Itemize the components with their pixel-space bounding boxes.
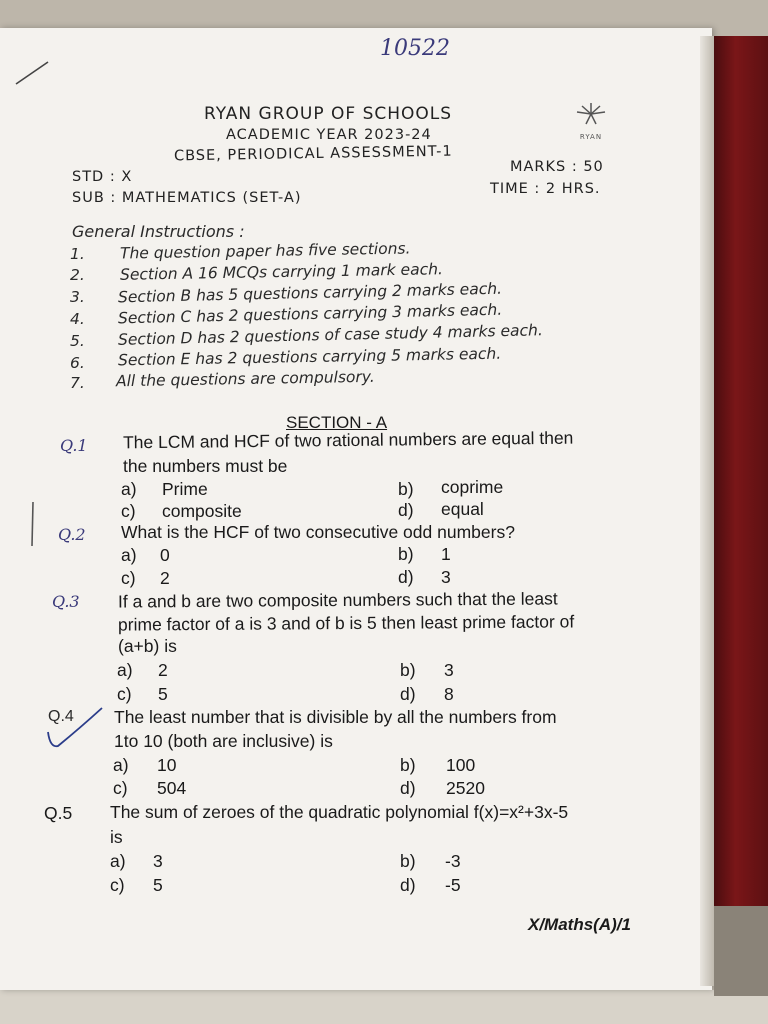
option-text: 2 (158, 660, 168, 680)
question-number-q2: Q.2 (58, 525, 86, 544)
margin-pen-mark (28, 500, 38, 550)
instruction-text: All the questions are compulsory. (115, 367, 375, 391)
question-number-q3: Q.3 (52, 592, 80, 611)
academic-year: ACADEMIC YEAR 2023-24 (226, 127, 432, 143)
section-title: SECTION - A (286, 413, 388, 432)
instruction-number: 1. (70, 245, 85, 263)
option-letter: d) (398, 567, 414, 587)
option-text: coprime (441, 477, 504, 497)
option-letter: a) (121, 545, 137, 565)
question-text: (a+b) is (118, 636, 177, 656)
time-label: TIME : 2 HRS. (490, 181, 601, 197)
option-letter: c) (121, 501, 136, 521)
option-letter: a) (113, 755, 129, 775)
option-letter: a) (121, 479, 137, 499)
table-surface (0, 990, 768, 1024)
school-name: RYAN GROUP OF SCHOOLS (204, 104, 453, 124)
option-letter: c) (121, 568, 136, 588)
option-letter: c) (110, 875, 125, 895)
instruction-text: Section E has 2 questions carrying 5 marks each. (117, 344, 502, 370)
option-letter: d) (400, 875, 416, 895)
option-letter: b) (400, 851, 416, 871)
option-text: 10 (157, 755, 177, 775)
logo-text: RYAN (579, 133, 603, 141)
handwritten-number: 10522 (380, 36, 450, 61)
question-number-q5: Q.5 (44, 803, 73, 823)
option-letter: c) (113, 778, 128, 798)
question-number-q4: Q.4 (48, 708, 74, 725)
option-letter: b) (400, 660, 416, 680)
question-text: If a and b are two composite numbers such that the least (117, 588, 558, 612)
option-text: 1 (441, 544, 451, 564)
option-text: 2 (160, 568, 170, 588)
option-text: 0 (160, 545, 170, 565)
instructions-title: General Instructions : (72, 222, 245, 241)
question-text: 1to 10 (both are inclusive) is (114, 731, 333, 751)
instruction-text: Section D has 2 questions of case study 4 marks each. (117, 321, 543, 349)
instruction-number: 5. (70, 332, 85, 350)
option-text: -5 (445, 875, 461, 895)
instruction-text: The question paper has five sections. (119, 239, 411, 263)
instruction-text: Section B has 5 questions carrying 2 marks each. (117, 279, 503, 307)
instruction-text: Section C has 2 questions carrying 3 marks each. (117, 300, 503, 328)
red-cloth (714, 36, 768, 906)
option-text: composite (162, 501, 242, 521)
option-text: 5 (158, 684, 168, 704)
option-text: 3 (441, 567, 451, 587)
option-text: 3 (444, 660, 454, 680)
option-letter: a) (110, 851, 126, 871)
question-number-q1: Q.1 (60, 436, 88, 455)
question-text: The LCM and HCF of two rational numbers are equal then (122, 427, 574, 453)
option-letter: c) (117, 684, 132, 704)
instruction-text: Section A 16 MCQs carrying 1 mark each. (119, 260, 444, 284)
option-letter: b) (398, 479, 414, 499)
instruction-number: 7. (70, 374, 85, 392)
instruction-number: 2. (70, 266, 85, 284)
pen-stroke-mark (14, 58, 54, 88)
subject-label: SUB : MATHEMATICS (SET-A) (72, 190, 302, 206)
question-text: The sum of zeroes of the quadratic polynomial f(x)=x²+3x-5 (110, 802, 569, 822)
std-label: STD : X (72, 169, 133, 185)
paper-edge (700, 36, 714, 986)
marks-label: MARKS : 50 (510, 159, 604, 175)
instruction-number: 6. (70, 354, 85, 372)
tick-mark (40, 706, 110, 752)
grey-cloth (714, 906, 768, 996)
school-logo (572, 100, 610, 142)
option-text: 504 (157, 778, 187, 798)
page-footer: X/Maths(A)/1 (528, 915, 631, 934)
option-letter: d) (398, 500, 414, 520)
option-letter: b) (400, 755, 416, 775)
instruction-number: 3. (70, 288, 85, 306)
question-text: The least number that is divisible by all the numbers from (114, 707, 557, 727)
option-text: 2520 (446, 778, 485, 798)
option-text: 8 (444, 684, 454, 704)
option-text: equal (441, 499, 484, 519)
question-text: What is the HCF of two consecutive odd numbers? (121, 522, 515, 542)
option-text: 3 (153, 851, 163, 871)
option-letter: d) (400, 684, 416, 704)
exam-name: CBSE, PERIODICAL ASSESSMENT-1 (173, 143, 453, 165)
option-text: -3 (445, 851, 461, 871)
option-text: Prime (162, 479, 208, 499)
question-text: prime factor of a is 3 and of b is 5 then least prime factor of (117, 611, 575, 635)
question-text: is (110, 827, 123, 847)
option-text: 100 (446, 755, 476, 775)
option-letter: b) (398, 544, 414, 564)
question-text: the numbers must be (123, 456, 288, 476)
option-text: 5 (153, 875, 163, 895)
instruction-number: 4. (70, 310, 85, 328)
option-letter: d) (400, 778, 416, 798)
option-letter: a) (117, 660, 133, 680)
